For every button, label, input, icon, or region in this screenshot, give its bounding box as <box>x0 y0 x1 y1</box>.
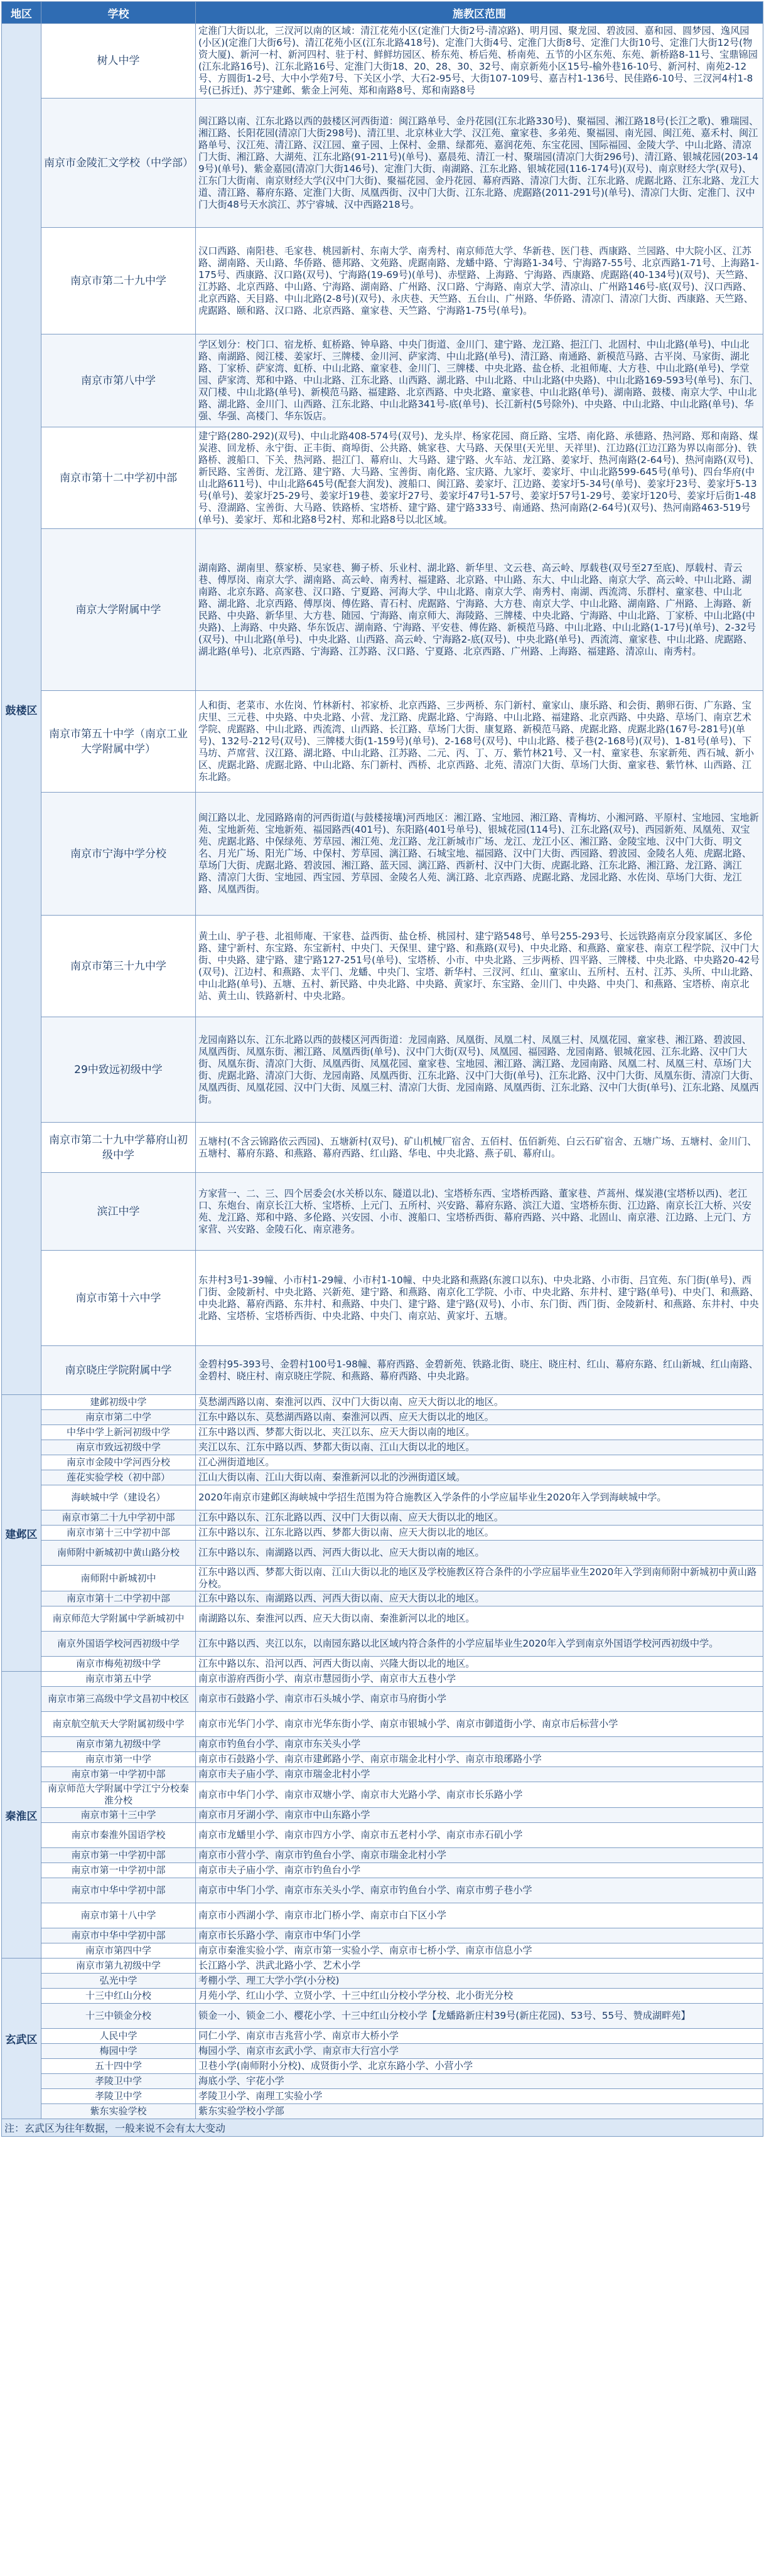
table-row <box>2 1425 763 1440</box>
school-name-cell: 中华中学上新河初级中学 <box>41 1425 196 1440</box>
header-school: 学校 <box>41 2 196 24</box>
school-name-cell: 南京市第九初级中学 <box>41 1959 196 1974</box>
school-name-cell: 南京市第九初级中学 <box>41 1737 196 1752</box>
enrollment-area-cell: 南湖路以东、秦淮河以西、应天大街以南、秦淮新河以北的地区。 <box>196 1606 763 1632</box>
table-row <box>2 1251 763 1346</box>
school-name-cell: 梅园中学 <box>41 2044 196 2059</box>
table-row <box>2 2044 763 2059</box>
school-name-cell: 南京市第一中学初中部 <box>41 1767 196 1782</box>
table-row <box>2 1943 763 1959</box>
school-name-cell: 南京市第二中学 <box>41 1410 196 1425</box>
table-row <box>2 1752 763 1767</box>
enrollment-area-cell: 南京市游府西街小学、南京市慧园街小学、南京市大五巷小学 <box>196 1672 763 1687</box>
enrollment-area-cell: 江心洲街道地区。 <box>196 1455 763 1470</box>
enrollment-area-cell: 月苑小学、红山小学、立贤小学、十三中红山分校小学分校、北小街光分校 <box>196 1989 763 2004</box>
footnote: 注：玄武区为往年数据，一般来说不会有太大变动 <box>2 2119 763 2137</box>
district-cell: 建邺区 <box>2 1395 41 1672</box>
enrollment-area-cell: 卫巷小学(南师附小分校)、成贤街小学、北京东路小学、小营小学 <box>196 2059 763 2074</box>
table-row <box>2 1440 763 1455</box>
district-cell: 玄武区 <box>2 1959 41 2119</box>
school-name-cell: 南京市第一中学 <box>41 1752 196 1767</box>
table-row <box>2 1974 763 1989</box>
table-row <box>2 1687 763 1712</box>
table-row <box>2 691 763 793</box>
table-row <box>2 1767 763 1782</box>
school-name-cell: 建邺初级中学 <box>41 1395 196 1410</box>
enrollment-area-cell: 江山大街以南、江山大街以南、秦淮新河以北的沙洲街道区域。 <box>196 1470 763 1485</box>
table-row <box>2 1657 763 1672</box>
enrollment-area-cell: 孝陵卫小学、南理工实验小学 <box>196 2089 763 2104</box>
school-name-cell: 孝陵卫中学 <box>41 2089 196 2104</box>
table-header-row <box>2 2 763 24</box>
enrollment-area-cell: 南京市石鼓路小学、南京市建邺路小学、南京市瑞金北村小学、南京市琅琊路小学 <box>196 1752 763 1767</box>
enrollment-area-cell: 紫东实验学校小学部 <box>196 2104 763 2119</box>
school-name-cell: 南京市第一中学初中部 <box>41 1863 196 1878</box>
enrollment-area-cell: 2020年南京市建邺区海峡城中学招生范围为符合施教区入学条件的小学应届毕业生2020年入学到海峡城中学。 <box>196 1485 763 1510</box>
school-name-cell: 南京市第三十九中学 <box>41 916 196 1017</box>
school-name-cell: 南师附中新城初中 <box>41 1566 196 1591</box>
table-row <box>2 1017 763 1123</box>
table-row <box>2 793 763 916</box>
school-name-cell: 南京师范大学附属中学新城初中 <box>41 1606 196 1632</box>
header-area: 施教区范围 <box>196 2 763 24</box>
enrollment-table <box>1 1 763 2137</box>
school-name-cell: 十三中红山分校 <box>41 1989 196 2004</box>
table-row <box>2 1510 763 1526</box>
table-row <box>2 1455 763 1470</box>
district-cell: 秦淮区 <box>2 1672 41 1959</box>
enrollment-area-cell: 南京市中华门小学、南京市双塘小学、南京市大光路小学、南京市长乐路小学 <box>196 1782 763 1808</box>
enrollment-area-cell: 南京市中华门小学、南京市东关头小学、南京市钓鱼台小学、南京市剪子巷小学 <box>196 1878 763 1903</box>
enrollment-area-cell: 江东中路以西、夹江以东，以南园东路以北区域内符合条件的小学应届毕业生2020年入学到南京外国语学校河西初级中学。 <box>196 1632 763 1657</box>
district-cell: 鼓楼区 <box>2 24 41 1395</box>
enrollment-area-cell: 南京市秦淮实验小学、南京市第一实验小学、南京市七桥小学、南京市信息小学 <box>196 1943 763 1959</box>
school-name-cell: 紫东实验学校 <box>41 2104 196 2119</box>
school-name-cell: 南京市金陵汇文学校（中学部） <box>41 99 196 228</box>
table-row <box>2 1672 763 1687</box>
enrollment-area-cell: 梅园小学、南京市玄武小学、南京市大行宫小学 <box>196 2044 763 2059</box>
enrollment-area-cell: 南京市石鼓路小学、南京市石头城小学、南京市马府街小学 <box>196 1687 763 1712</box>
school-name-cell: 南京市中华中学初中部 <box>41 1878 196 1903</box>
enrollment-area-cell: 湖南路、湖南里、蔡家桥、吴家巷、狮子桥、乐业村、湖北路、新华里、文云巷、高云岭、厚载巷(双号至27至底)、厚载村、青云巷、傅厚岗、南京大学、湖南路、高云岭、南秀村、福建路、北京路、中山路、东大、中山北路、南京大学、高云岭、中山北路、湖南路、北京东路、高家巷、汉口路、宁夏路、河海大学、中山北路、南京大学、南秀村、南湖、西流湾、乐群村、童家巷、中山北路、湖北路、北京西路、傅厚岗、傅佐路、青石村、虎踞路、宁海路、大方巷、南京大学、中山北路、湖南路、广州路、上海路、新民路、中央路、新华里、大方巷、随园、宁海路、南京师大、海陵路、三牌楼、中央北路、宁海路、中山北路、丁家桥、中山北路(中央路)、上海路、中央路、华东饭店、湖南路、宁海路、平安巷、傅佐路、新模范马路、中山北路、中山北路(1-17号)(单号)、2-32号(双号)、中山北路(单号)、中央北路、山西路、高云岭、宁海路2-底(双号)、中央北路(单号)、西流湾、童家巷、中山北路、虎踞路、湖北路(单号)、北京西路、宁海路、江苏路、汉口路、宁夏路、北京西路、广州路、上海路、福建路、清凉山、南秀村。 <box>196 529 763 691</box>
school-name-cell: 南京市第三高级中学文昌初中校区 <box>41 1687 196 1712</box>
table-row <box>2 1410 763 1425</box>
enrollment-area-cell: 南京市长乐路小学、南京市中华门小学 <box>196 1928 763 1943</box>
school-name-cell: 南京市第十三中学初中部 <box>41 1526 196 1541</box>
enrollment-area-cell: 东井村3号1-39幢、小市村1-29幢、小市村1-10幢、中央北路和燕路(东渡口以东)、中央北路、小市街、吕宜苑、东门街(单号)、西门街、金陵新村、中央北路、兴新苑、建宁路、和燕路、南京化工学院、小市、中央北路、东井村、建宁路(单号)、中央门、和燕路、中央北路、幕府西路、东井村、和燕路、中央门、建宁路、建宁路(双号)、小市、东门街、西门街、金陵新村、和燕路、东井村、中央北路、宝塔桥、宝塔桥西街、中央北路、中央门、南京站、黄家圩、五塘。 <box>196 1251 763 1346</box>
table-row <box>2 2004 763 2029</box>
table-row <box>2 2104 763 2119</box>
table-row <box>2 2029 763 2044</box>
school-name-cell: 孝陵卫中学 <box>41 2074 196 2089</box>
table-row <box>2 1566 763 1591</box>
school-name-cell: 五十四中学 <box>41 2059 196 2074</box>
table-row <box>2 1470 763 1485</box>
school-name-cell: 树人中学 <box>41 24 196 99</box>
table-row <box>2 1848 763 1863</box>
school-name-cell: 南京市第一中学初中部 <box>41 1848 196 1863</box>
enrollment-area-cell: 闽江路以南、江东北路以西的鼓楼区河西街道：闽江路单号、金丹花园(江东北路330号)、聚福园、湘江路18号(长江之歌)、雅瑞园、湘江路、长阳花园(清凉门大街298号)、清江里、北京林业大学、汉江苑、童家巷、多弟苑、聚福园、南光园、闽江苑、嘉禾村、闽江路单号、汉江苑、清江路、汉江园、童子园、上保村、金鼎、绿都苑、嘉润花苑、东宝花园、国际福园、金陵大学、中山北路、清凉门大街、湘江路、大湖苑、江东北路(91-211号)(单号)、嘉晨苑、清江一村、聚瑞园(清凉门大街296号)、清江路、银城花园(203-149号)(单号)、紫金嘉园(清凉门大街146号)、定淮门大街、南湖路、江东北路、银城花园(116-174号)(双号)、南京财经大学(双号)、江东门大街南、南京财经大学(汉中门大街)、聚福花园、金丹花园、幕府西路、清凉门大街、江东北路、虎踞北路、江东北路、龙江大道、清江路、幕府东路、定淮门大街、凤凰西街、汉中门大街、江东北路、虎踞路(2011-291号)(单号)、清凉门大街、定淮门、汉中门大街48号天水滨江、苏宁睿城、汉中西路218号。 <box>196 99 763 228</box>
school-name-cell: 南京市第十六中学 <box>41 1251 196 1346</box>
school-name-cell: 南京市宁海中学分校 <box>41 793 196 916</box>
enrollment-area-cell: 考棚小学、理工大学小学(小分校) <box>196 1974 763 1989</box>
school-name-cell: 南京市第十八中学 <box>41 1903 196 1928</box>
school-name-cell: 滨江中学 <box>41 1173 196 1251</box>
school-name-cell: 29中致远初级中学 <box>41 1017 196 1123</box>
enrollment-area-cell: 夹江以东、江东中路以西、梦都大街以南、江山大街以北的地区。 <box>196 1440 763 1455</box>
table-body <box>2 24 763 2137</box>
enrollment-area-cell: 江东中路以东、莫愁湖西路以南、秦淮河以西、应天大街以北的地区。 <box>196 1410 763 1425</box>
school-name-cell: 南京市第十二中学初中部 <box>41 1591 196 1606</box>
school-name-cell: 人民中学 <box>41 2029 196 2044</box>
enrollment-area-cell: 南京市光华门小学、南京市光华东街小学、南京市银城小学、南京市御道街小学、南京市后标营小学 <box>196 1712 763 1737</box>
table-row <box>2 1485 763 1510</box>
enrollment-area-cell: 莫愁湖西路以南、秦淮河以西、汉中门大街以南、应天大街以北的地区。 <box>196 1395 763 1410</box>
table-row <box>2 1989 763 2004</box>
enrollment-area-cell: 江东中路以东、江东北路以西、汉中门大街以南、应天大街以北的地区。 <box>196 1510 763 1526</box>
school-name-cell: 南京市第五十中学（南京工业大学附属中学） <box>41 691 196 793</box>
table-row <box>2 1346 763 1395</box>
table-row <box>2 2074 763 2089</box>
table-row <box>2 1541 763 1566</box>
school-name-cell: 南京外国语学校河西初级中学 <box>41 1632 196 1657</box>
school-name-cell: 南京航空航天大学附属初级中学 <box>41 1712 196 1737</box>
school-name-cell: 南京晓庄学院附属中学 <box>41 1346 196 1395</box>
school-name-cell: 南京市第八中学 <box>41 334 196 427</box>
enrollment-area-cell: 五塘村(不含云锦路依云西园)、五塘新村(双号)、矿山机械厂宿舍、五佰村、伍佰新苑、白云石矿宿舍、五塘广场、五塘村、金川门、五塘村、幕府东路、和燕路、幕府西路、红山路、华电、中央北路、燕子矶、幕府山。 <box>196 1123 763 1173</box>
table-row <box>2 916 763 1017</box>
enrollment-area-cell: 江东中路以东、南湖路以西、河西大街以南、应天大街以北的地区。 <box>196 1591 763 1606</box>
school-name-cell: 南师附中新城初中黄山路分校 <box>41 1541 196 1566</box>
school-name-cell: 南京市第二十九中学初中部 <box>41 1510 196 1526</box>
enrollment-area-cell: 汉口西路、南阳巷、毛家巷、桃园新村、东南大学、南秀村、南京师范大学、华新巷、医门巷、西康路、兰园路、中大院小区、江苏路、湖南路、天山路、华侨路、德邦路、文苑路、虎踞南路、龙蟠中路、宁海路1-34号、宁海路7-55号、北京西路1-71号、上海路1-175号、西康路、汉口路(双号)、宁海路(19-69号)(单号)、赤壁路、上海路、宁海路、西康路、虎踞路(40-134号)(双号)、天竺路、江苏路、北京西路、中山路、宁海路、湖南路、广州路、汉口路、宁海路、南京大学、清凉山、广州路146号-底(双号)、汉口西路、北京西路、天目路、中山北路(2-8号)(双号)、永庆巷、天竺路、五台山、广州路、华侨路、清凉门、清凉门大街、西康路、天竺路、虎踞路、颐和路、汉口路、北京西路、童家巷、天竺路、宁海路1-75号(单号)。 <box>196 228 763 334</box>
table-row <box>2 334 763 427</box>
school-name-cell: 南京市第二十九中学幕府山初级中学 <box>41 1123 196 1173</box>
table-row <box>2 1903 763 1928</box>
table-row <box>2 1632 763 1657</box>
school-name-cell: 南京市第四中学 <box>41 1943 196 1959</box>
enrollment-area-cell: 南京市夫子庙小学、南京市瑞金北村小学 <box>196 1767 763 1782</box>
enrollment-area-cell: 江东中路以西、梦都大街以北、夹江以东、应天大街以南的地区。 <box>196 1425 763 1440</box>
enrollment-area-cell: 闽江路以北、龙园路路南的河西街道(与鼓楼接壤)河西地区：湘江路、宝地园、湘江路、青梅坊、小湘河路、平原村、宝地园、宝地新苑、宝地新苑、宝地新苑、福园路西(401号)、东阳路(401号单号)、银城花园(114号)、江东北路(双号)、西园新苑、凤凰苑、双宝苑、虎踞北路、中保绿苑、芳草园、湘江苑、龙江路、龙江新城市广场、龙江、龙江小区、湘江路、金陵宝地、汉中门大街、明文名、月光广场、阳光广场、中保村、芳草园、漓江路、石城宝地、福园路、汉中门大街、西园路、碧波园、金陵名人苑、虎踞北路、草场门大街、虎踞北路、碧波园、湘江路、蓝天园、漓江路、西新村、汉中门大街、虎踞北路、江东北路、湘江路、龙江路、漓江路、清凉门大街、宝地园、西宝园、芳草园、金陵名人苑、漓江路、北京西路、虎踞北路、龙园北路、水佐岗、草场门大街、龙江路、凤凰西街。 <box>196 793 763 916</box>
table-row <box>2 1823 763 1848</box>
table-row <box>2 1123 763 1173</box>
school-name-cell: 莲花实验学校（初中部） <box>41 1470 196 1485</box>
school-name-cell: 海峡城中学（建设名） <box>41 1485 196 1510</box>
table-row <box>2 427 763 529</box>
table-row <box>2 1782 763 1808</box>
school-name-cell: 南京市中华中学初中部 <box>41 1928 196 1943</box>
table-row <box>2 2089 763 2104</box>
table-row <box>2 2059 763 2074</box>
enrollment-area-cell: 南京市小营小学、南京市钓鱼台小学、南京市瑞金北村小学 <box>196 1848 763 1863</box>
table-row <box>2 1928 763 1943</box>
table-row <box>2 1712 763 1737</box>
enrollment-area-cell: 江东中路以东、沿河以西、河西大街以南、兴隆大街以北的地区。 <box>196 1657 763 1672</box>
school-name-cell: 南京市梅苑初级中学 <box>41 1657 196 1672</box>
school-name-cell: 南京大学附属中学 <box>41 529 196 691</box>
enrollment-area-cell: 南京市夫子庙小学、南京市钓鱼台小学 <box>196 1863 763 1878</box>
enrollment-area-cell: 定淮门大街以北，三汊河以南的区域：清江花苑小区(定淮门大街2号-清凉路)、明月园、聚龙园、碧波园、嘉和园、圆梦园、逸风园(小区)(定淮门大街6号)、清江花苑小区(江东北路418号)、定淮门大街4号、定淮门大街8号、定淮门大街10号、定淮门大街12号(物资大厦)、新河一村、新河四村、驻于村、鲜鲜坊园区、桥东苑、桥后苑、桥南苑、五节的小区东苑、东苑、新桥路8-11号、宝鼎锦园(江东北路16号)、江东北路16号、定淮门大街18、20、28、30、32号、南京新苑小区15号-榆外巷16-10号、新河村、南苑2-12号、方圆街1-2号、大中小学苑7号、下关区小学、大石2-95号、大街107-109号、嘉吉村1-136号、民佳路6-10号、三汊河4村1-8号(已拆迁)、苏宁建邺、紫金上河苑、郑和南路8号、郑和南路8号 <box>196 24 763 99</box>
table-row <box>2 1526 763 1541</box>
table-row <box>2 228 763 334</box>
school-name-cell: 十三中锁金分校 <box>41 2004 196 2029</box>
enrollment-area-cell: 方家营一、二、三、四个居委会(水关桥以东、隧道以北)、宝塔桥东西、宝塔桥西路、董家巷、芦蒿州、煤炭港(宝塔桥以西)、老江口、东炮台、南京长江大桥、宝塔桥、上元门、五所村、兴安路、幕府东路、滨江大道、宝塔桥东街、江边路、南京长江大桥、兴安苑、龙江路、郑和中路、多伦路、兴安园、小市、渡船口、宝塔桥西街、幕府西路、兴中路、北固山、南京港、江边路、上元门、方家营、兴安路、金陵石化、南京港务。 <box>196 1173 763 1251</box>
school-name-cell: 南京市第十二中学初中部 <box>41 427 196 529</box>
enrollment-area-cell: 龙园南路以东、江东北路以西的鼓楼区河西街道：龙园南路、凤凰街、凤凰二村、凤凰三村、凤凰花园、童家巷、湘江路、碧波园、凤凰西街、凤凰东街、湘江路、凤凰西街(单号)、汉中门大街(双号)、凤凰园、福园路、龙园南路、银城花园、江东北路、汉中门大街、凤凰东街、清凉门大街、凤凰西街、凤凰花园、童家巷、宝地园、湘江路、漓江路、龙园南路、凤凰二村、凤凰三村、草场门大街、虎踞北路、清凉门大街、龙园南路、凤凰西街、江东北路、汉中门大街(单号)、江东北路、汉中门大街、凤凰东街、清凉门大街、凤凰西街、凤凰花园、汉中门大街、凤凰三村、清凉门大街、龙园南路、凤凰西街、江东北路、汉中门大街(单号)、江东北路、凤凰西街。 <box>196 1017 763 1123</box>
school-name-cell: 南京师范大学附属中学江宁分校秦淮分校 <box>41 1782 196 1808</box>
enrollment-area-cell: 江东中路以东、江东北路以西、梦都大街以南、应天大街以北的地区。 <box>196 1526 763 1541</box>
enrollment-area-cell: 海底小学、宇花小学 <box>196 2074 763 2089</box>
table-row <box>2 1606 763 1632</box>
enrollment-area-cell: 学区划分：校门口、宿龙桥、虹桥路、钟阜路、中央门街道、金川门、建宁路、龙江路、挹江门、北固村、中山北路(单号)、中山北路、南湖路、阅江楼、姜家圩、三牌楼、金川河、萨家湾、中山北路(单号)、清江路、南通路、新模范马路、古平岗、马家街、湖北路、丁家桥、萨家湾、虹桥、中山北路、童家巷、金川门、三牌楼、中央北路、盐仓桥、北祖师庵、大方巷、中山北路(单号)、学堂园、萨家湾、郑和中路、中山北路、江东北路、山西路、湖北路、中山北路、中山北路(中央路)、中山北路169-593号(单号)、东门、双门楼、中山北路(单号)、新模范马路、福建路、北京西路、中央北路、童家巷、中山北路(单号)、湖南路、鼓楼、南京大学、中山北路、湖北路、金川门、山西路、江东北路、中山北路341号-底(单号)、长江新村(5号除外)、中央路、中山北路、中山北路(单号)、华强、华强、高楼门、华东饭店。 <box>196 334 763 427</box>
table-row <box>2 1959 763 1974</box>
enrollment-area-cell: 金碧村95-393号、金碧村100号1-98幢、幕府西路、金碧新苑、铁路北街、晓庄、晓庄村、红山、幕府东路、红山新城、红山南路、金碧村、晓庄村、南京晓庄学院、和燕路、幕府西路、中央北路。 <box>196 1346 763 1395</box>
enrollment-area-cell: 长江路小学、洪武北路小学、艺术小学 <box>196 1959 763 1974</box>
school-name-cell: 弘光中学 <box>41 1974 196 1989</box>
header-district: 地区 <box>2 2 41 24</box>
table-row <box>2 1863 763 1878</box>
enrollment-area-cell: 黄土山、驴子巷、北祖师庵、干家巷、益西街、盐仓桥、桃园村、建宁路548号、单号255-293号、长远铁路南京分段家属区、多伦路、建宁新村、东宝路、东宝新村、中央门、天保里、建宁路、和燕路(双号)、中央北路、和燕路、童家巷、南京工程学院、汉中门大街、中央路、建宁路、建宁路127-251号(单号)、宝塔桥、小市、中央北路、三步两桥、四平路、三牌楼、中央北路、中央路20-42号(双号)、江边村、和燕路、太平门、龙蟠、中央门、宝塔、新华村、三汊河、红山、童家山、五所村、五村、江苏、头所、中山北路、中山北路(单号)、五塘、五村、新民路、中央北路、中央路、黄家圩、东宝路、金川门、中央路、中央门、和燕路、宝塔桥、南京北站、黄土山、铁路新村、中央北路。 <box>196 916 763 1017</box>
school-name-cell: 南京市第二十九中学 <box>41 228 196 334</box>
table-row <box>2 529 763 691</box>
enrollment-area-cell: 南京市小西湖小学、南京市北门桥小学、南京市白下区小学 <box>196 1903 763 1928</box>
enrollment-area-cell: 人和街、老菜市、水佐岗、竹林新村、祁家桥、北京西路、三步两桥、东门新村、童家山、康乐路、和会街、鹅卵石街、广东路、宝庆里、三元巷、中央路、中央北路、小营、龙江路、虎踞北路、宁海路、中山北路、福建路、北京西路、中央路、草场门、南京艺术学院、虎踞路、中山北路、西流湾、山西路、长江路、草场门大街、康复路、新模范马路、虎踞北路、虎踞北路(167号-281号)(单号)、132号-212号(双号)、三牌楼大街(1-159号)(单号)、2-168号(双号)、中山北路、楼子巷(2-168号)(双号)、1-81号(单号)、下马坊、芦席营、汉江路、湖北路、中山北路、江苏路、二元、丙、丁、万、紫竹林21号、又一村、童家巷、东家新苑、西石城、新小区、虎踞北路、虎踞北路、中山北路、东门新村、西桥、北京西路、北苑、清凉门大街、草场门大街、童家巷、紫竹林、山西路、江东北路。 <box>196 691 763 793</box>
enrollment-area-cell: 江东中路以东、南湖路以西、河西大街以北、应天大街以南的地区。 <box>196 1541 763 1566</box>
enrollment-area-cell: 南京市钓鱼台小学、南京市东关头小学 <box>196 1737 763 1752</box>
table-row <box>2 1737 763 1752</box>
table-row <box>2 1173 763 1251</box>
table-row <box>2 1395 763 1410</box>
enrollment-area-cell: 江东中路以西、梦都大街以南、江山大街以北的地区及学校施教区符合条件的小学应届毕业生2020年入学到南师附中新城初中黄山路分校。 <box>196 1566 763 1591</box>
school-name-cell: 南京市金陵中学河西分校 <box>41 1455 196 1470</box>
note-row <box>2 2119 763 2137</box>
enrollment-area-cell: 锁金一小、锁金二小、樱花小学、十三中红山分校小学【龙蟠路新庄村39号(新庄花园)、53号、55号、赞成湖畔苑】 <box>196 2004 763 2029</box>
table-row <box>2 99 763 228</box>
enrollment-area-cell: 南京市龙蟠里小学、南京市四方小学、南京市五老村小学、南京市赤石矶小学 <box>196 1823 763 1848</box>
school-name-cell: 南京市第十三中学 <box>41 1808 196 1823</box>
enrollment-area-cell: 同仁小学、南京市吉兆营小学、南京市大桥小学 <box>196 2029 763 2044</box>
school-name-cell: 南京市秦淮外国语学校 <box>41 1823 196 1848</box>
table-row <box>2 24 763 99</box>
table-row <box>2 1878 763 1903</box>
table-row <box>2 1808 763 1823</box>
school-name-cell: 南京市致远初级中学 <box>41 1440 196 1455</box>
enrollment-area-cell: 南京市月牙湖小学、南京市中山东路小学 <box>196 1808 763 1823</box>
table-row <box>2 1591 763 1606</box>
school-name-cell: 南京市第五中学 <box>41 1672 196 1687</box>
enrollment-area-cell: 建宁路(280-292)(双号)、中山北路408-574号(双号)、龙头岸、杨家花园、商丘路、宝塔、南化路、承德路、热河路、郑和南路、煤炭港、回龙桥、永宁街、正丰街、商埠街、公共路、姚家巷、大马路、天保里(天光里、天祥里)、江边路(江边江路为界以南部分)、铁路桥、渡船口、下关、热河路、挹江门、幕府山、大马路、建宁路、火车站、龙江路、姜家圩、热河南路(2-64号)、热河南路(双号)、新民路、宝善街、龙江路、建宁路、大马路、宝善街、南化路、宝庆路、九家圩、姜家圩、中山北路599-645号(单号)、四台华府(中山北路611号)、中山北路645号(配套大润发)、渡船口、闽江路、姜家圩、江边路、姜家圩5-34号(单号)、姜家圩23号、姜家圩5-13号(单号)、姜家圩25-29号、姜家圩19巷、姜家圩27号、姜家圩47号1-57号、姜家圩57号1-29号、姜家圩120号、姜家圩后街1-48号、澄湖路、宝善街、大马路、铁路桥、宝塔桥、建宁路、建宁路333号、南通路、热河南路(2-64号)(双号)、热河南路463-519号(单号)、姜家圩、郑和北路8号2村、郑和北路8号以北区域。 <box>196 427 763 529</box>
